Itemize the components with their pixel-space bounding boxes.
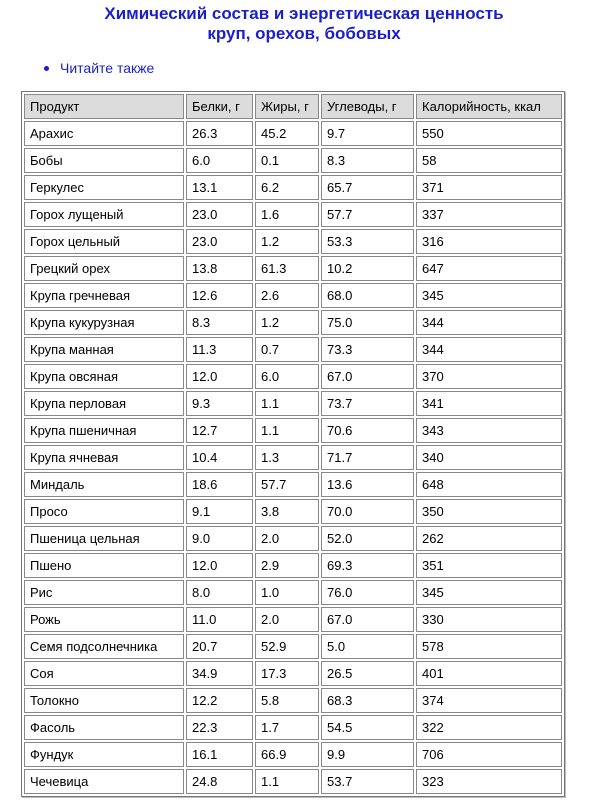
cell-protein: 13.1 [186,175,253,200]
cell-product: Семя подсолнечника [24,634,184,659]
cell-product: Рис [24,580,184,605]
cell-protein: 9.1 [186,499,253,524]
cell-carbs: 10.2 [321,256,414,281]
cell-fat: 45.2 [255,121,319,146]
cell-fat: 1.3 [255,445,319,470]
cell-fat: 1.2 [255,310,319,335]
cell-fat: 2.0 [255,526,319,551]
cell-protein: 9.3 [186,391,253,416]
cell-carbs: 53.3 [321,229,414,254]
cell-product: Крупа гречневая [24,283,184,308]
cell-carbs: 13.6 [321,472,414,497]
cell-carbs: 71.7 [321,445,414,470]
column-header-carbs: Углеводы, г [321,94,414,119]
cell-protein: 12.6 [186,283,253,308]
cell-carbs: 26.5 [321,661,414,686]
cell-calories: 344 [416,337,562,362]
page-title-line-2: круп, орехов, бобовых [207,24,401,43]
cell-product: Пшеница цельная [24,526,184,551]
cell-protein: 6.0 [186,148,253,173]
nutrition-table [22,92,564,796]
table-row [24,175,562,200]
cell-product: Крупа ячневая [24,445,184,470]
cell-product: Арахис [24,121,184,146]
cell-protein: 12.0 [186,553,253,578]
cell-fat: 1.0 [255,580,319,605]
cell-calories: 343 [416,418,562,443]
cell-fat: 1.1 [255,418,319,443]
table-row [24,121,562,146]
cell-protein: 23.0 [186,229,253,254]
nutrition-table-frame [21,91,565,797]
cell-carbs: 54.5 [321,715,414,740]
cell-fat: 0.7 [255,337,319,362]
cell-carbs: 9.7 [321,121,414,146]
cell-product: Толокно [24,688,184,713]
cell-product: Крупа перловая [24,391,184,416]
cell-protein: 9.0 [186,526,253,551]
page-title-line-1: Химический состав и энергетическая ценность [104,4,504,23]
cell-calories: 370 [416,364,562,389]
cell-product: Фасоль [24,715,184,740]
cell-carbs: 53.7 [321,769,414,794]
cell-protein: 18.6 [186,472,253,497]
cell-carbs: 57.7 [321,202,414,227]
cell-fat: 1.1 [255,391,319,416]
cell-calories: 58 [416,148,562,173]
table-row [24,472,562,497]
page-title [0,4,608,44]
cell-calories: 401 [416,661,562,686]
related-links [44,60,154,77]
column-header-calories: Калорийность, ккал [416,94,562,119]
cell-protein: 8.0 [186,580,253,605]
cell-carbs: 69.3 [321,553,414,578]
cell-product: Чечевица [24,769,184,794]
cell-protein: 23.0 [186,202,253,227]
read-also-link[interactable]: Читайте также [60,60,155,76]
table-row [24,769,562,794]
cell-carbs: 8.3 [321,148,414,173]
cell-protein: 12.7 [186,418,253,443]
cell-fat: 6.2 [255,175,319,200]
cell-calories: 262 [416,526,562,551]
cell-product: Рожь [24,607,184,632]
table-header-row [24,94,562,119]
cell-fat: 1.2 [255,229,319,254]
table-row [24,229,562,254]
cell-fat: 2.0 [255,607,319,632]
cell-carbs: 68.0 [321,283,414,308]
related-link-item [44,60,154,77]
cell-protein: 20.7 [186,634,253,659]
cell-calories: 647 [416,256,562,281]
table-row [24,553,562,578]
cell-protein: 12.0 [186,364,253,389]
cell-calories: 371 [416,175,562,200]
table-row [24,337,562,362]
cell-calories: 330 [416,607,562,632]
cell-carbs: 52.0 [321,526,414,551]
table-row [24,742,562,767]
cell-calories: 374 [416,688,562,713]
table-row [24,310,562,335]
cell-fat: 3.8 [255,499,319,524]
table-row [24,391,562,416]
column-header-fat: Жиры, г [255,94,319,119]
cell-protein: 26.3 [186,121,253,146]
cell-calories: 578 [416,634,562,659]
table-row [24,418,562,443]
cell-calories: 351 [416,553,562,578]
table-row [24,607,562,632]
table-row [24,634,562,659]
table-row [24,688,562,713]
cell-fat: 2.9 [255,553,319,578]
cell-fat: 61.3 [255,256,319,281]
cell-fat: 66.9 [255,742,319,767]
table-row [24,526,562,551]
cell-calories: 345 [416,580,562,605]
cell-product: Грецкий орех [24,256,184,281]
cell-calories: 337 [416,202,562,227]
table-row [24,499,562,524]
cell-calories: 316 [416,229,562,254]
cell-fat: 5.8 [255,688,319,713]
table-row [24,148,562,173]
cell-calories: 340 [416,445,562,470]
cell-product: Фундук [24,742,184,767]
cell-protein: 10.4 [186,445,253,470]
cell-calories: 350 [416,499,562,524]
cell-protein: 11.3 [186,337,253,362]
table-body [24,121,562,794]
column-header-product: Продукт [24,94,184,119]
cell-product: Геркулес [24,175,184,200]
table-row [24,364,562,389]
table-row [24,445,562,470]
cell-product: Бобы [24,148,184,173]
cell-fat: 1.7 [255,715,319,740]
cell-carbs: 73.7 [321,391,414,416]
cell-protein: 34.9 [186,661,253,686]
cell-carbs: 65.7 [321,175,414,200]
table-row [24,256,562,281]
cell-calories: 322 [416,715,562,740]
table-row [24,580,562,605]
cell-carbs: 9.9 [321,742,414,767]
cell-protein: 24.8 [186,769,253,794]
cell-fat: 2.6 [255,283,319,308]
table-row [24,715,562,740]
cell-product: Крупа пшеничная [24,418,184,443]
cell-fat: 0.1 [255,148,319,173]
table-row [24,283,562,308]
table-row [24,661,562,686]
cell-protein: 8.3 [186,310,253,335]
cell-fat: 52.9 [255,634,319,659]
bullet-icon [44,66,49,71]
cell-calories: 341 [416,391,562,416]
cell-protein: 13.8 [186,256,253,281]
cell-carbs: 5.0 [321,634,414,659]
cell-carbs: 75.0 [321,310,414,335]
cell-calories: 345 [416,283,562,308]
cell-calories: 550 [416,121,562,146]
cell-carbs: 67.0 [321,607,414,632]
cell-fat: 57.7 [255,472,319,497]
cell-fat: 17.3 [255,661,319,686]
cell-carbs: 70.6 [321,418,414,443]
cell-product: Пшено [24,553,184,578]
cell-protein: 11.0 [186,607,253,632]
cell-product: Крупа манная [24,337,184,362]
cell-carbs: 68.3 [321,688,414,713]
cell-product: Горох лущеный [24,202,184,227]
cell-fat: 1.1 [255,769,319,794]
cell-product: Горох цельный [24,229,184,254]
cell-calories: 648 [416,472,562,497]
cell-calories: 344 [416,310,562,335]
cell-calories: 323 [416,769,562,794]
cell-protein: 16.1 [186,742,253,767]
cell-fat: 1.6 [255,202,319,227]
table-row [24,202,562,227]
cell-carbs: 73.3 [321,337,414,362]
cell-fat: 6.0 [255,364,319,389]
cell-carbs: 76.0 [321,580,414,605]
cell-product: Крупа овсяная [24,364,184,389]
cell-carbs: 67.0 [321,364,414,389]
cell-carbs: 70.0 [321,499,414,524]
cell-product: Миндаль [24,472,184,497]
cell-product: Крупа кукурузная [24,310,184,335]
cell-protein: 12.2 [186,688,253,713]
column-header-protein: Белки, г [186,94,253,119]
cell-protein: 22.3 [186,715,253,740]
cell-product: Просо [24,499,184,524]
cell-product: Соя [24,661,184,686]
cell-calories: 706 [416,742,562,767]
